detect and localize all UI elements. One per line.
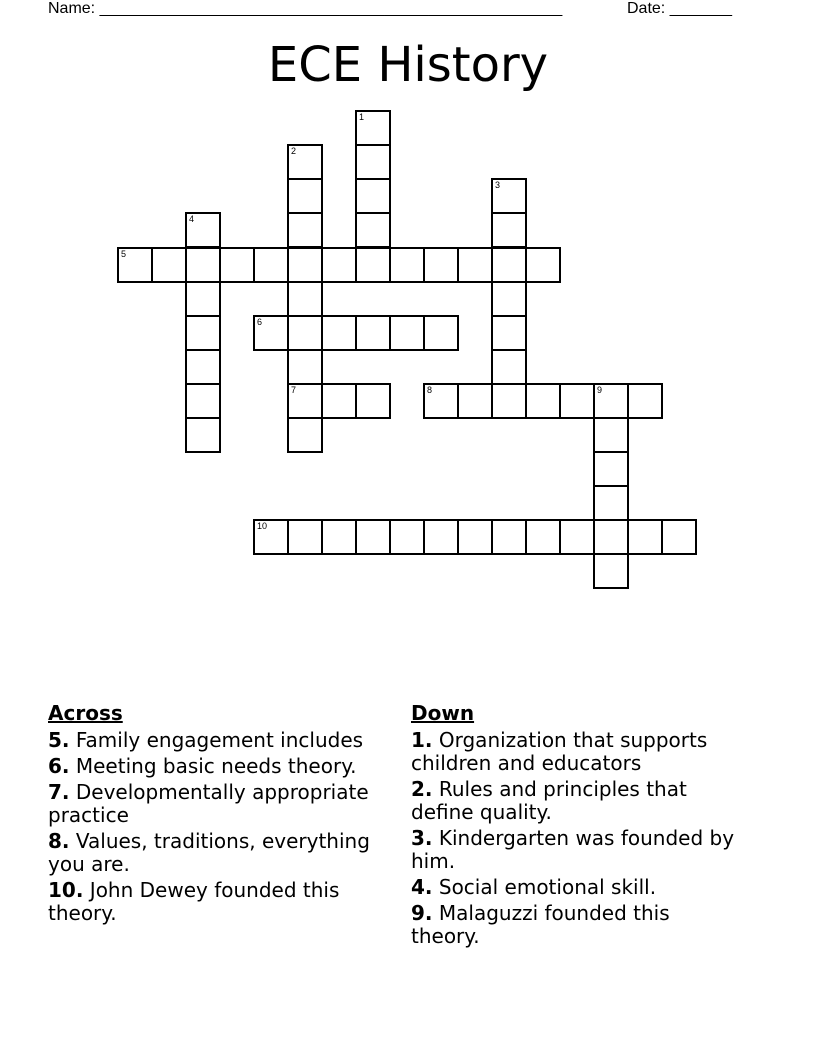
clue-text: Rules and principles that define quality. xyxy=(411,777,687,824)
down-clue xyxy=(411,827,741,873)
clue-number: 4. xyxy=(411,875,433,899)
crossword-cell[interactable] xyxy=(321,383,357,419)
crossword-cell[interactable] xyxy=(627,519,663,555)
crossword-cell[interactable] xyxy=(593,553,629,589)
crossword-cell[interactable] xyxy=(423,315,459,351)
crossword-cell[interactable] xyxy=(491,281,527,317)
crossword-cell[interactable] xyxy=(559,383,595,419)
crossword-cell[interactable] xyxy=(559,519,595,555)
crossword-cell[interactable] xyxy=(355,383,391,419)
crossword-cell[interactable] xyxy=(491,178,527,214)
clue-number: 3. xyxy=(411,826,433,850)
page-title: ECE History xyxy=(267,37,549,93)
crossword-cell[interactable] xyxy=(287,212,323,248)
crossword-cell[interactable] xyxy=(321,519,357,555)
crossword-cell[interactable] xyxy=(355,315,391,351)
crossword-cell[interactable] xyxy=(389,315,425,351)
crossword-cell[interactable] xyxy=(117,247,153,283)
crossword-cell[interactable] xyxy=(321,247,357,283)
crossword-cell[interactable] xyxy=(185,349,221,385)
crossword-cell[interactable] xyxy=(491,315,527,351)
crossword-cell[interactable] xyxy=(593,417,629,453)
clue-text: John Dewey founded this theory. xyxy=(48,878,340,925)
cell-number: 7 xyxy=(291,385,297,395)
cell-number: 1 xyxy=(359,112,365,122)
crossword-cell[interactable] xyxy=(355,178,391,214)
crossword-cell[interactable] xyxy=(491,519,527,555)
crossword-cell[interactable] xyxy=(287,315,323,351)
cell-number: 8 xyxy=(427,385,433,395)
crossword-cell[interactable] xyxy=(287,417,323,453)
across-heading: Across xyxy=(48,701,123,725)
cell-number: 9 xyxy=(597,385,603,395)
crossword-cell[interactable] xyxy=(151,247,187,283)
clue-number: 10. xyxy=(48,878,84,902)
crossword-cell[interactable] xyxy=(219,247,255,283)
crossword-cell[interactable] xyxy=(355,110,391,146)
across-clue xyxy=(48,879,388,925)
clue-number: 2. xyxy=(411,777,433,801)
crossword-cell[interactable] xyxy=(185,383,221,419)
crossword-cell[interactable] xyxy=(525,383,561,419)
down-clue xyxy=(411,876,741,899)
date-field: Date: _______ xyxy=(627,0,732,17)
clue-text: Values, traditions, everything you are. xyxy=(48,829,370,876)
clue-text: Meeting basic needs theory. xyxy=(75,754,357,778)
across-clue xyxy=(48,755,388,778)
crossword-cell[interactable] xyxy=(491,247,527,283)
cell-number: 2 xyxy=(291,146,297,156)
crossword-cell[interactable] xyxy=(457,519,493,555)
cell-number: 6 xyxy=(257,317,263,327)
cell-number: 4 xyxy=(189,214,195,224)
crossword-cell[interactable] xyxy=(321,315,357,351)
crossword-cell[interactable] xyxy=(287,247,323,283)
clue-text: Family engagement includes xyxy=(75,728,364,752)
crossword-cell[interactable] xyxy=(593,383,629,419)
crossword-cell[interactable] xyxy=(491,383,527,419)
clue-number: 1. xyxy=(411,728,433,752)
across-clues xyxy=(48,702,388,928)
clue-number: 6. xyxy=(48,754,70,778)
crossword-cell[interactable] xyxy=(185,247,221,283)
down-clue xyxy=(411,902,741,948)
crossword-cell[interactable] xyxy=(355,247,391,283)
crossword-cell[interactable] xyxy=(253,315,289,351)
crossword-cell[interactable] xyxy=(253,247,289,283)
crossword-cell[interactable] xyxy=(287,349,323,385)
crossword-cell[interactable] xyxy=(491,212,527,248)
cell-number: 5 xyxy=(121,249,127,259)
clue-text: Organization that supports children and educators xyxy=(411,728,708,775)
clue-number: 9. xyxy=(411,901,433,925)
crossword-cell[interactable] xyxy=(593,485,629,521)
crossword-cell[interactable] xyxy=(287,178,323,214)
crossword-cell[interactable] xyxy=(525,519,561,555)
crossword-cell[interactable] xyxy=(423,383,459,419)
down-heading: Down xyxy=(411,701,475,725)
name-field: Name: ____________________________________________________ xyxy=(48,0,563,17)
crossword-cell[interactable] xyxy=(491,349,527,385)
crossword-cell[interactable] xyxy=(287,281,323,317)
cell-number: 3 xyxy=(495,180,501,190)
clue-number: 5. xyxy=(48,728,70,752)
crossword-cell[interactable] xyxy=(593,451,629,487)
clue-number: 7. xyxy=(48,780,70,804)
crossword-cell[interactable] xyxy=(389,247,425,283)
crossword-cell[interactable] xyxy=(185,212,221,248)
crossword-cell[interactable] xyxy=(593,519,629,555)
clue-text: Developmentally appropriate practice xyxy=(48,780,369,827)
crossword-cell[interactable] xyxy=(287,383,323,419)
crossword-cell[interactable] xyxy=(627,383,663,419)
crossword-cell[interactable] xyxy=(287,144,323,180)
crossword-cell[interactable] xyxy=(287,519,323,555)
across-clue xyxy=(48,729,388,752)
crossword-cell[interactable] xyxy=(525,247,561,283)
down-clue xyxy=(411,729,741,775)
clue-number: 8. xyxy=(48,829,70,853)
clue-text: Kindergarten was founded by him. xyxy=(411,826,735,873)
down-clues xyxy=(411,702,741,951)
across-clue xyxy=(48,830,388,876)
crossword-cell[interactable] xyxy=(355,144,391,180)
crossword-cell[interactable] xyxy=(185,281,221,317)
crossword-cell[interactable] xyxy=(355,519,391,555)
crossword-cell[interactable] xyxy=(185,417,221,453)
crossword-cell[interactable] xyxy=(661,519,697,555)
down-clue xyxy=(411,778,741,824)
crossword-cell[interactable] xyxy=(423,247,459,283)
crossword-cell[interactable] xyxy=(457,247,493,283)
cell-number: 10 xyxy=(257,521,268,531)
across-clue xyxy=(48,781,388,827)
crossword-cell[interactable] xyxy=(423,519,459,555)
crossword-cell[interactable] xyxy=(457,383,493,419)
crossword-cell[interactable] xyxy=(355,212,391,248)
crossword-cell[interactable] xyxy=(253,519,289,555)
clue-text: Malaguzzi founded this theory. xyxy=(411,901,670,948)
crossword-cell[interactable] xyxy=(389,519,425,555)
clue-text: Social emotional skill. xyxy=(438,875,657,899)
crossword-cell[interactable] xyxy=(185,315,221,351)
